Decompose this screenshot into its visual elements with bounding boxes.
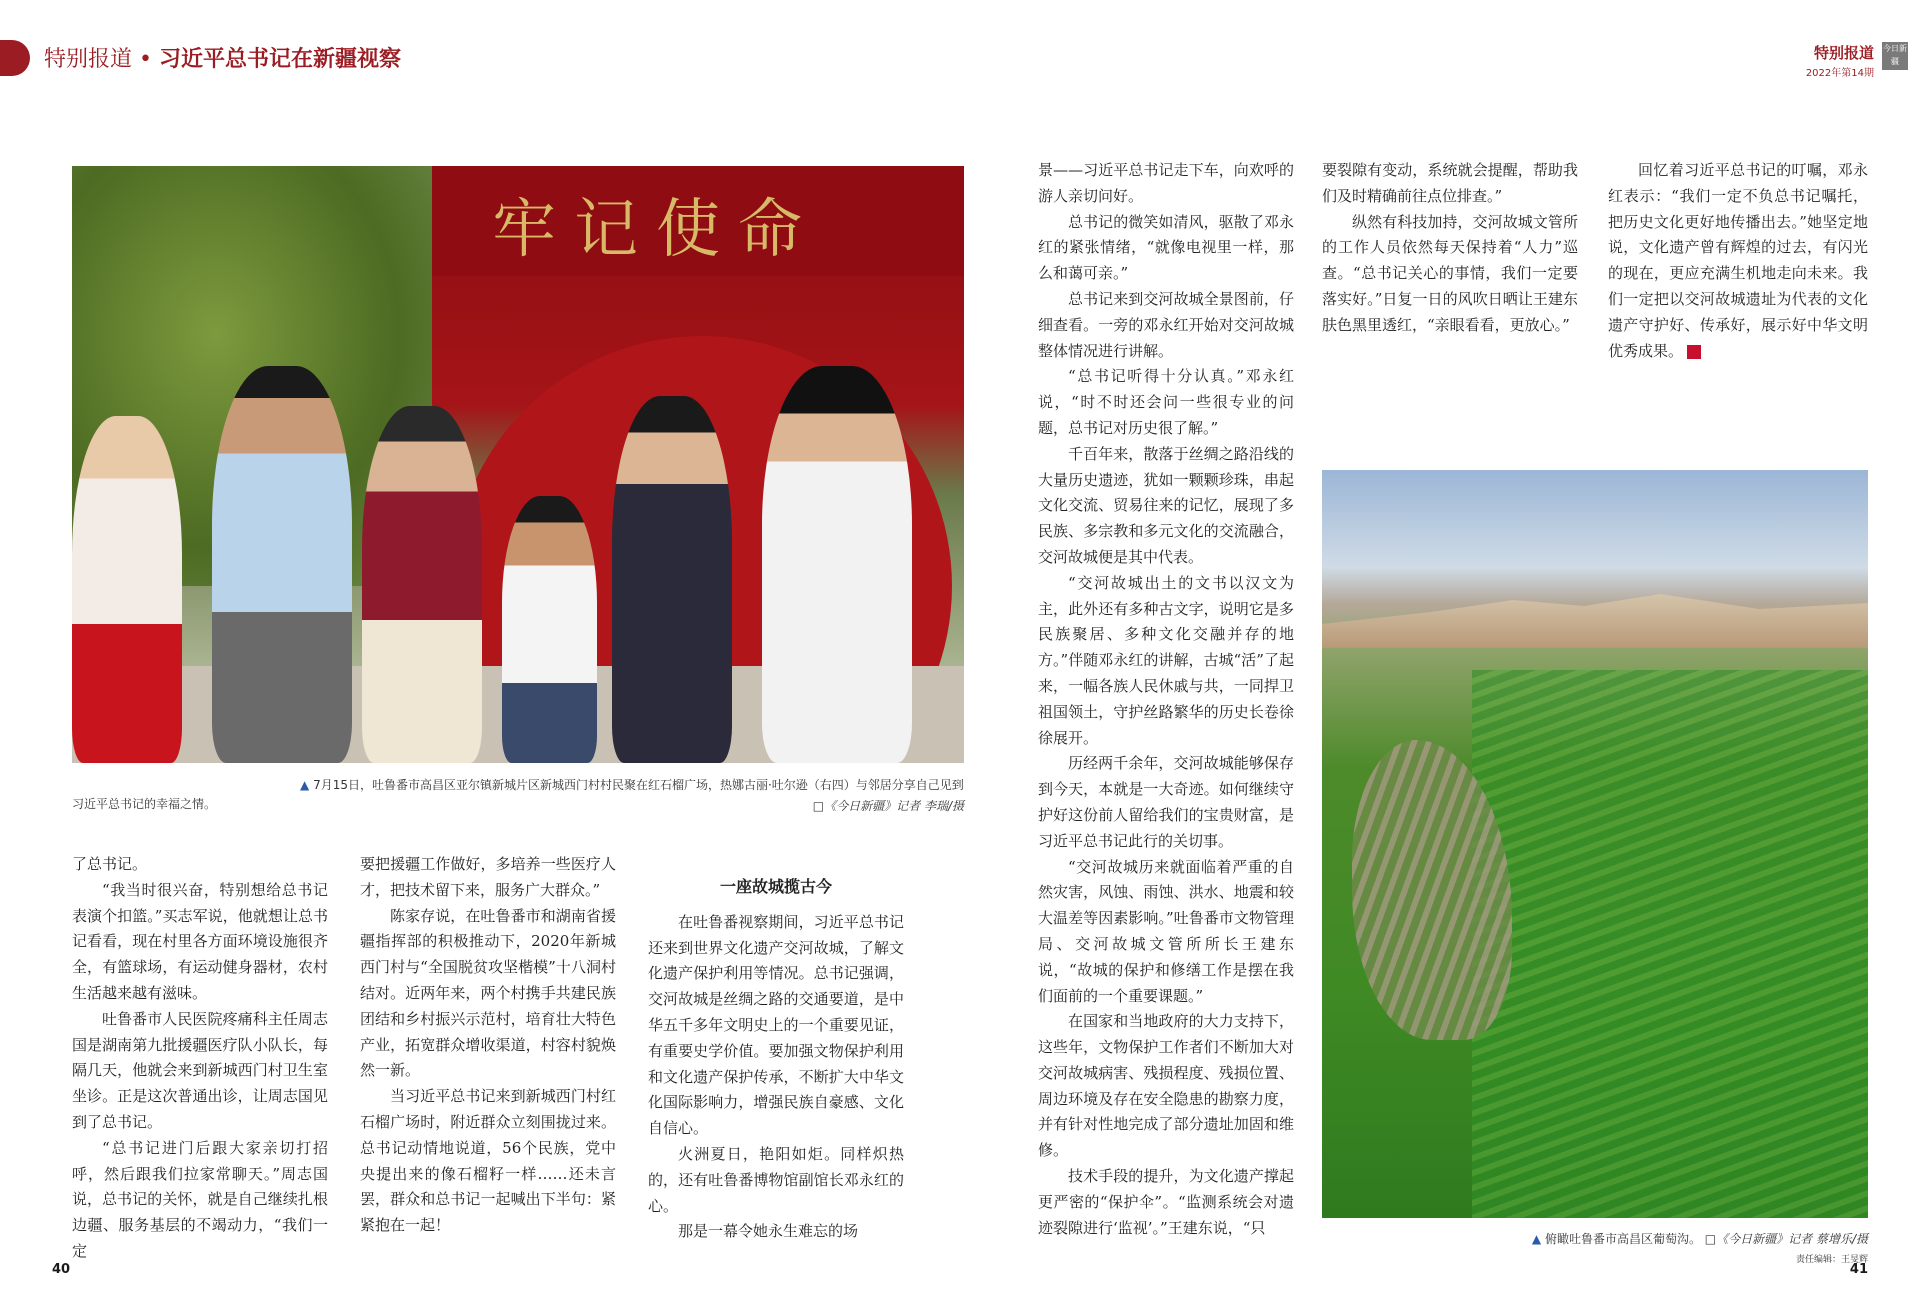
header-title: 习近平总书记在新疆视察 [158, 47, 401, 72]
paragraph: “我当时很兴奋，特别想给总书记表演个扣篮。”买志军说，他就想让总书记看看，现在村里各方面环境设施很齐全，有篮球场，有运动健身器材，农村生活越来越有滋味。 [72, 880, 328, 1002]
photo1-credit: □《今日新疆》记者 李瑞/摄 [812, 799, 964, 813]
header-tab-mark [0, 40, 30, 76]
paragraph: 要把援疆工作做好，多培养一些医疗人才，把技术留下来，服务广大群众。” [360, 855, 616, 899]
paragraph: 总书记的微笑如清风，驱散了邓永红的紧张情绪，“就像电视里一样，那么和蔼可亲。” [1038, 212, 1294, 283]
paragraph: 纵然有科技加持，交河故城文管所的工作人员依然每天保持着“人力”巡查。“总书记关心的事情，我们一定要落实好。”日复一日的风吹日晒让王建东肤色黑里透红，“亲眼看看，更放心。” [1322, 212, 1578, 334]
magazine-logo: 今日新疆 [1882, 42, 1908, 70]
text-column-5 [1322, 158, 1578, 339]
paragraph: 在吐鲁番视察期间，习近平总书记还来到世界文化遗产交河故城，了解文化遗产保护利用等情况。总书记强调，交河故城是丝绸之路的交通要道，是中华五千多年文明史上的一个重要见证，有重要史学价值。要加强文物保护利用和文化遗产保护传承，不断扩大中华文化国际影响力，增强民族自豪感、文化自信心。 [648, 912, 904, 1138]
section-heading: 一座故城揽古今 [719, 877, 832, 896]
page-number-right: 41 [1849, 1262, 1868, 1277]
photo-person-2 [212, 366, 352, 763]
photo-person-1 [72, 416, 182, 763]
photo2-caption [1322, 1230, 1868, 1247]
paragraph: 千百年来，散落于丝绸之路沿线的大量历史遗迹，犹如一颗颗珍珠，串起文化交流、贸易往来的记忆，展现了多民族、多宗教和多元文化的交流融合，交河故城便是其中代表。 [1038, 444, 1294, 566]
editor-credit: 责任编辑：王旻辉 [1795, 1255, 1868, 1265]
paragraph: “总书记进门后跟大家亲切打招呼，然后跟我们拉家常聊天。”周志国说，总书记的关怀，就是自己继续扎根边疆、服务基层的不竭动力，“我们一定 [72, 1138, 328, 1260]
photo2-credit: □《今日新疆》记者 蔡增乐/摄 [1704, 1232, 1868, 1246]
paragraph: 在国家和当地政府的大力支持下，这些年，文物保护工作者们不断加大对交河故城病害、残损程度、残损位置、周边环境及存在安全隐患的勘察力度，并有针对性地完成了部分遗址加固和维修。 [1038, 1012, 1294, 1160]
header-right [1806, 42, 1874, 79]
photo-person-5 [612, 396, 732, 763]
paragraph: 了总书记。 [72, 855, 148, 873]
header-issue: 2022年第14期 [1805, 68, 1874, 79]
photo1-caption-text: 7月15日，吐鲁番市高昌区亚尔镇新城片区新城西门村村民聚在红石榴广场，热娜古丽·吐尔逊（右四）与邻居分享自己见到习近平总书记的幸福之情。 [72, 778, 964, 811]
photo-grape-valley [1322, 470, 1868, 1218]
paragraph: “总书记听得十分认真。”邓永红说，“时不时还会问一些很专业的问题，总书记对历史很了解。” [1038, 367, 1294, 437]
end-mark-icon: J [1687, 345, 1701, 359]
page-number-left: 40 [52, 1262, 71, 1277]
paragraph: 历经两千余年，交河故城能够保存到今天，本就是一大奇迹。如何继续守护好这份前人留给我们的宝贵财富，是习近平总书记此行的关切事。 [1038, 754, 1294, 850]
paragraph: 要裂隙有变动，系统就会提醒，帮助我们及时精确前往点位排查。” [1322, 161, 1578, 205]
header-left [44, 42, 401, 73]
header-dot: • [132, 47, 159, 72]
paragraph-text: 回忆着习近平总书记的叮嘱，邓永红表示：“我们一定不负总书记嘱托，把历史文化更好地传播出去。”她坚定地说，文化遗产曾有辉煌的过去，有闪光的现在，更应充满生机地走向未来。我们一定把以交河故城遗址为代表的文化遗产守护好、传承好，展示好中华文明优秀成果。 [1608, 161, 1868, 360]
paragraph: 技术手段的提升，为文化遗产撑起更严密的“保护伞”。“监测系统会对遗迹裂隙进行‘监视’。”王建东说，“只 [1038, 1167, 1294, 1237]
text-column-1 [72, 852, 328, 1265]
paragraph: 吐鲁番市人民医院疼痛科主任周志国是湖南第九批援疆医疗队小队长，每隔几天，他就会来到新城西门村卫生室坐诊。正是这次普通出诊，让周志国见到了总书记。 [72, 1009, 328, 1131]
paragraph: 当习近平总书记来到新城西门村红石榴广场时，附近群众立刻围拢过来。总书记动情地说道，56个民族，党中央提出来的像石榴籽一样……还未言罢，群众和总书记一起喊出下半句：紧紧抱在一起！ [360, 1087, 616, 1235]
paragraph: 那是一幕令她永生难忘的场 [678, 1222, 859, 1241]
paragraph: 景——习近平总书记走下车，向欢呼的游人亲切问好。 [1038, 161, 1294, 205]
photo-villagers [72, 166, 964, 763]
photo1-caption [72, 776, 964, 814]
text-column-2 [360, 852, 616, 1239]
photo-person-3 [362, 406, 482, 763]
header-section-label: 特别报道 [44, 47, 133, 72]
photo-person-6 [762, 366, 912, 763]
text-column-6 [1608, 158, 1868, 364]
text-column-3 [648, 870, 904, 1245]
photo-vineyards [1472, 670, 1868, 1218]
paragraph: “交河故城出土的文书以汉文为主，此外还有多种古文字，说明它是多民族聚居、多种文化交融并存的地方。”伴随邓永红的讲解，古城“活”了起来，一幅各族人民休戚与共，一同捍卫祖国领土，守护丝路繁华的历史长卷徐徐展开。 [1038, 573, 1294, 747]
paragraph: 总书记来到交河故城全景图前，仔细查看。一旁的邓永红开始对交河故城整体情况进行讲解。 [1038, 289, 1294, 360]
photo-sign-text: 牢记使命 [492, 193, 820, 267]
text-column-4 [1038, 158, 1294, 1241]
header-right-section: 特别报道 [1813, 44, 1874, 62]
paragraph: 火洲夏日，艳阳如炬。同样炽热的，还有吐鲁番博物馆副馆长邓永红的心。 [648, 1144, 904, 1215]
paragraph: “交河故城历来就面临着严重的自然灾害，风蚀、雨蚀、洪水、地震和较大温差等因素影响。”吐鲁番市文物管理局、交河故城文管所所长王建东说，“故城的保护和修缮工作是摆在我们面前的一个重要课题。” [1038, 857, 1294, 1005]
paragraph: 陈家存说，在吐鲁番市和湖南省援疆指挥部的积极推动下，2020年新城西门村与“全国脱贫攻坚楷模”十八洞村结对。近两年来，两个村携手共建民族团结和乡村振兴示范村，培育壮大特色产业，拓宽群众增收渠道，村容村貌焕然一新。 [360, 906, 616, 1080]
caption-triangle-icon: ▲ [300, 778, 310, 792]
photo-mountains [1322, 588, 1868, 648]
photo-person-4 [502, 496, 597, 763]
paragraph [1608, 158, 1868, 364]
photo2-caption-text: 俯瞰吐鲁番市高昌区葡萄沟。 [1544, 1232, 1701, 1246]
caption-triangle-icon: ▲ [1531, 1232, 1542, 1246]
photo-sign [432, 166, 964, 276]
